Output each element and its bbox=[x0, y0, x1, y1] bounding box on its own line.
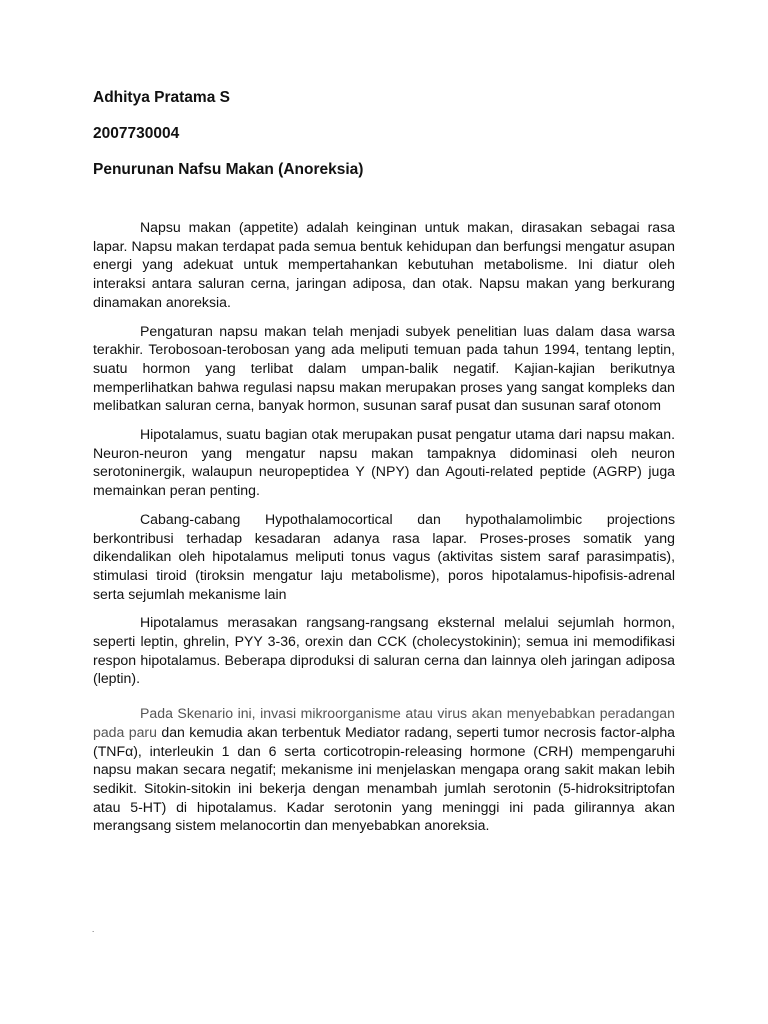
trailing-mark: . bbox=[92, 925, 95, 934]
paragraph-5: Hipotalamus merasakan rangsang-rangsang eksternal melalui sejumlah hormon, seperti leptin, ghrelin, PYY 3-36, orexin dan CCK (cholecystokinin); semua ini memodifikasi respon hipotalamus. Beberapa diproduksi di saluran cerna dan lainnya oleh jaringan adiposa (leptin). bbox=[93, 614, 675, 687]
paragraph-4: Cabang-cabang Hypothalamocortical dan hypothalamolimbic projections berkontribusi terhadap kesadaran adanya rasa lapar. Proses-proses somatik yang dikendalikan oleh hipotalamus meliputi tonus vagus (aktivitas sistem saraf parasimpatis), stimulasi tiroid (tiroksin mengatur laju metabolisme), poros hipotalamus-hipofisis-adrenal serta sejumlah mekanisme lain bbox=[93, 510, 675, 602]
document-title: Penurunan Nafsu Makan (Anoreksia) bbox=[93, 161, 364, 178]
paragraph-2: Pengaturan napsu makan telah menjadi subyek penelitian luas dalam dasa warsa terakhir. Terobosoan-terobosan yang ada meliputi temuan pada tahun 1994, tentang leptin, suatu hormon yang terlibat dalam umpan-balik negatif. Kajian-kajian berikutnya memperlihatkan bahwa regulasi napsu makan merupakan proses yang sangat kompleks dan melibatkan saluran cerna, banyak hormon, susunan saraf pusat dan susunan saraf otonom bbox=[93, 322, 675, 414]
student-id: 2007730004 bbox=[93, 125, 180, 142]
paragraph-6 bbox=[93, 704, 675, 835]
paragraph-6-lead: Pada Skenario ini, invasi mikroorganisme atau virus akan menyebabkan peradangan pada paru bbox=[93, 705, 675, 740]
paragraph-3: Hipotalamus, suatu bagian otak merupakan pusat pengatur utama dari napsu makan. Neuron-neuron yang mengatur napsu makan tampaknya didominasi oleh neuron serotoninergik, walaupun neuropeptidea Y (NPY) dan Agouti-related peptide (AGRP) juga memainkan peran penting. bbox=[93, 426, 675, 499]
paragraph-6-rest: dan kemudia akan terbentuk Mediator radang, seperti tumor necrosis factor-alpha (TNFα), interleukin 1 dan 6 serta corticotropin-releasing hormone (CRH) mempengaruhi napsu makan secara negatif; mekanisme ini menjelaskan mengapa orang sakit makan lebih sedikit. Sitokin-sitokin ini bekerja dengan menambah jumlah serotonin (5-hidroksitriptofan atau 5-HT) di hipotalamus. Kadar serotonin yang meninggi ini pada gilirannya akan merangsang sistem melanocortin dan menyebabkan anoreksia. bbox=[93, 723, 675, 834]
paragraph-1: Napsu makan (appetite) adalah keinginan untuk makan, dirasakan sebagai rasa lapar. Napsu makan terdapat pada semua bentuk kehidupan dan berfungsi mengatur asupan energi yang adekuat untuk mempertahankan kebutuhan metabolisme. Ini diatur oleh interaksi antara saluran cerna, jaringan adiposa, dan otak. Napsu makan yang berkurang dinamakan anoreksia. bbox=[93, 219, 675, 310]
author-name: Adhitya Pratama S bbox=[93, 89, 230, 106]
